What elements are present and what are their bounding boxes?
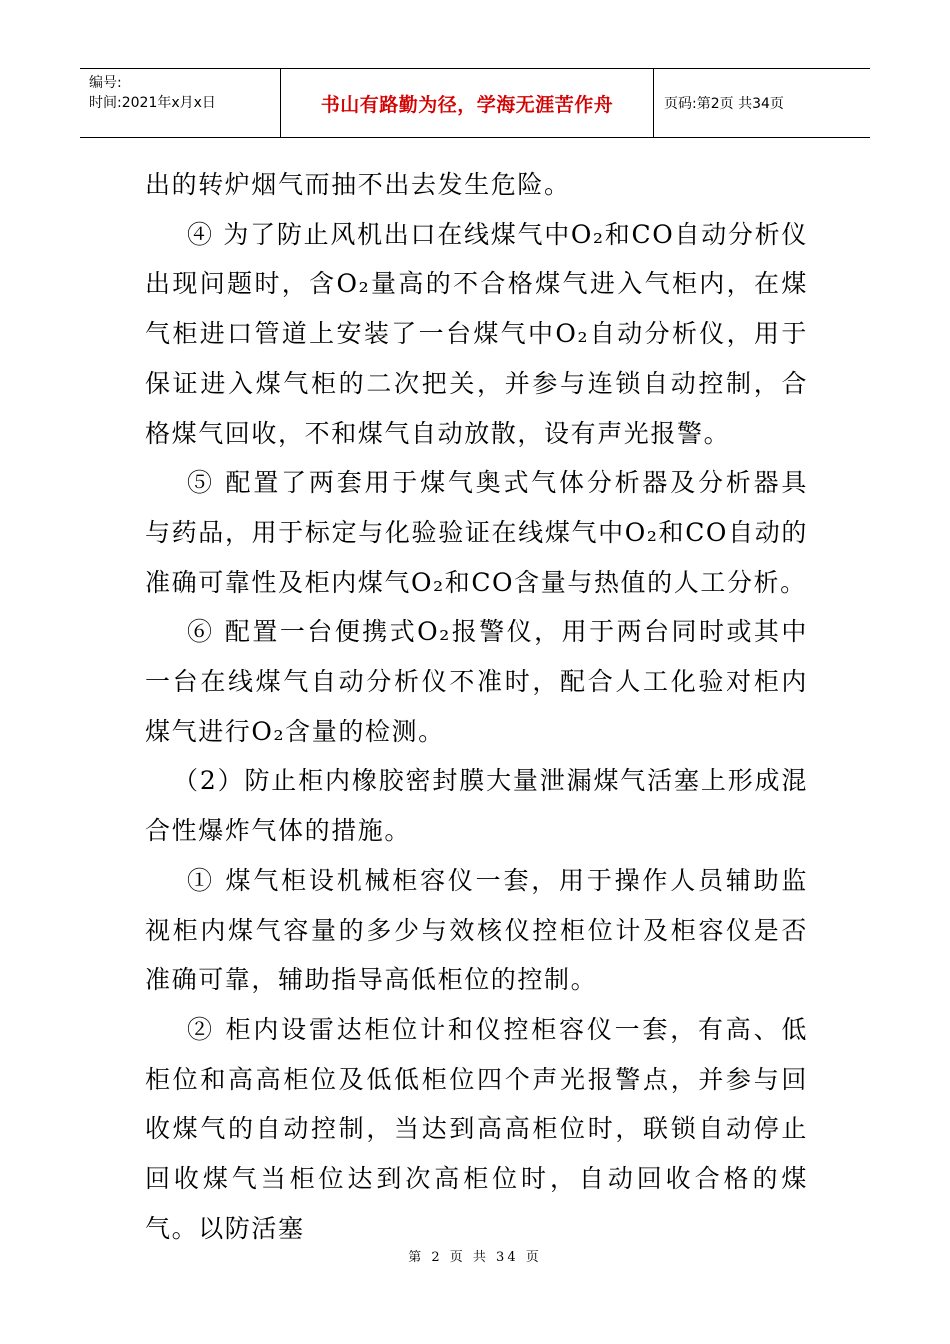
paragraph: ⑤ 配置了两套用于煤气奥式气体分析器及分析器具与药品，用于标定与化验验证在线煤气中O₂和CO自动的准确可靠性及柜内煤气O₂和CO含量与热值的人工分析。: [145, 468, 808, 597]
paragraph: 出的转炉烟气而抽不出去发生危险。: [145, 170, 571, 199]
page-header: [80, 68, 870, 138]
paragraph: ⑥ 配置一台便携式O₂报警仪，用于两台同时或其中一台在线煤气自动分析仪不准时，配合人工化验对柜内煤气进行O₂含量的检测。: [145, 617, 808, 746]
page-footer: 第 2 页 共 34 页: [408, 1250, 542, 1265]
section-heading-paragraph: （2）防止柜内橡胶密封膜大量泄漏煤气活塞上形成混合性爆炸气体的措施。: [145, 766, 808, 846]
header-page-info: 页码:第2页 共34页: [664, 96, 784, 112]
paragraph: ④ 为了防止风机出口在线煤气中O₂和CO自动分析仪出现问题时，含O₂量高的不合格煤气进入气柜内，在煤气柜进口管道上安装了一台煤气中O₂自动分析仪，用于保证进入煤气柜的二次把关，并参与连锁自动控制，合格煤气回收，不和煤气自动放散，设有声光报警。: [145, 219, 808, 448]
document-body: [145, 160, 808, 1253]
header-meta: [80, 69, 281, 137]
paragraph: ② 柜内设雷达柜位计和仪控柜容仪一套，有高、低柜位和高高柜位及低低柜位四个声光报警点，并参与回收煤气的自动控制，当达到高高柜位时，联锁自动停止回收煤气当柜位达到次高柜位时，自动回收合格的煤气。以防活塞: [145, 1014, 808, 1243]
paragraph: ① 煤气柜设机械柜容仪一套，用于操作人员辅助监视柜内煤气容量的多少与效核仪控柜位计及柜容仪是否准确可靠，辅助指导高低柜位的控制。: [145, 865, 808, 995]
header-motto: 书山有路勤为径，学海无涯苦作舟: [281, 69, 654, 137]
document-time-label: 时间:2021年x月x日: [89, 95, 216, 111]
document-number-label: 编号:: [89, 75, 122, 91]
